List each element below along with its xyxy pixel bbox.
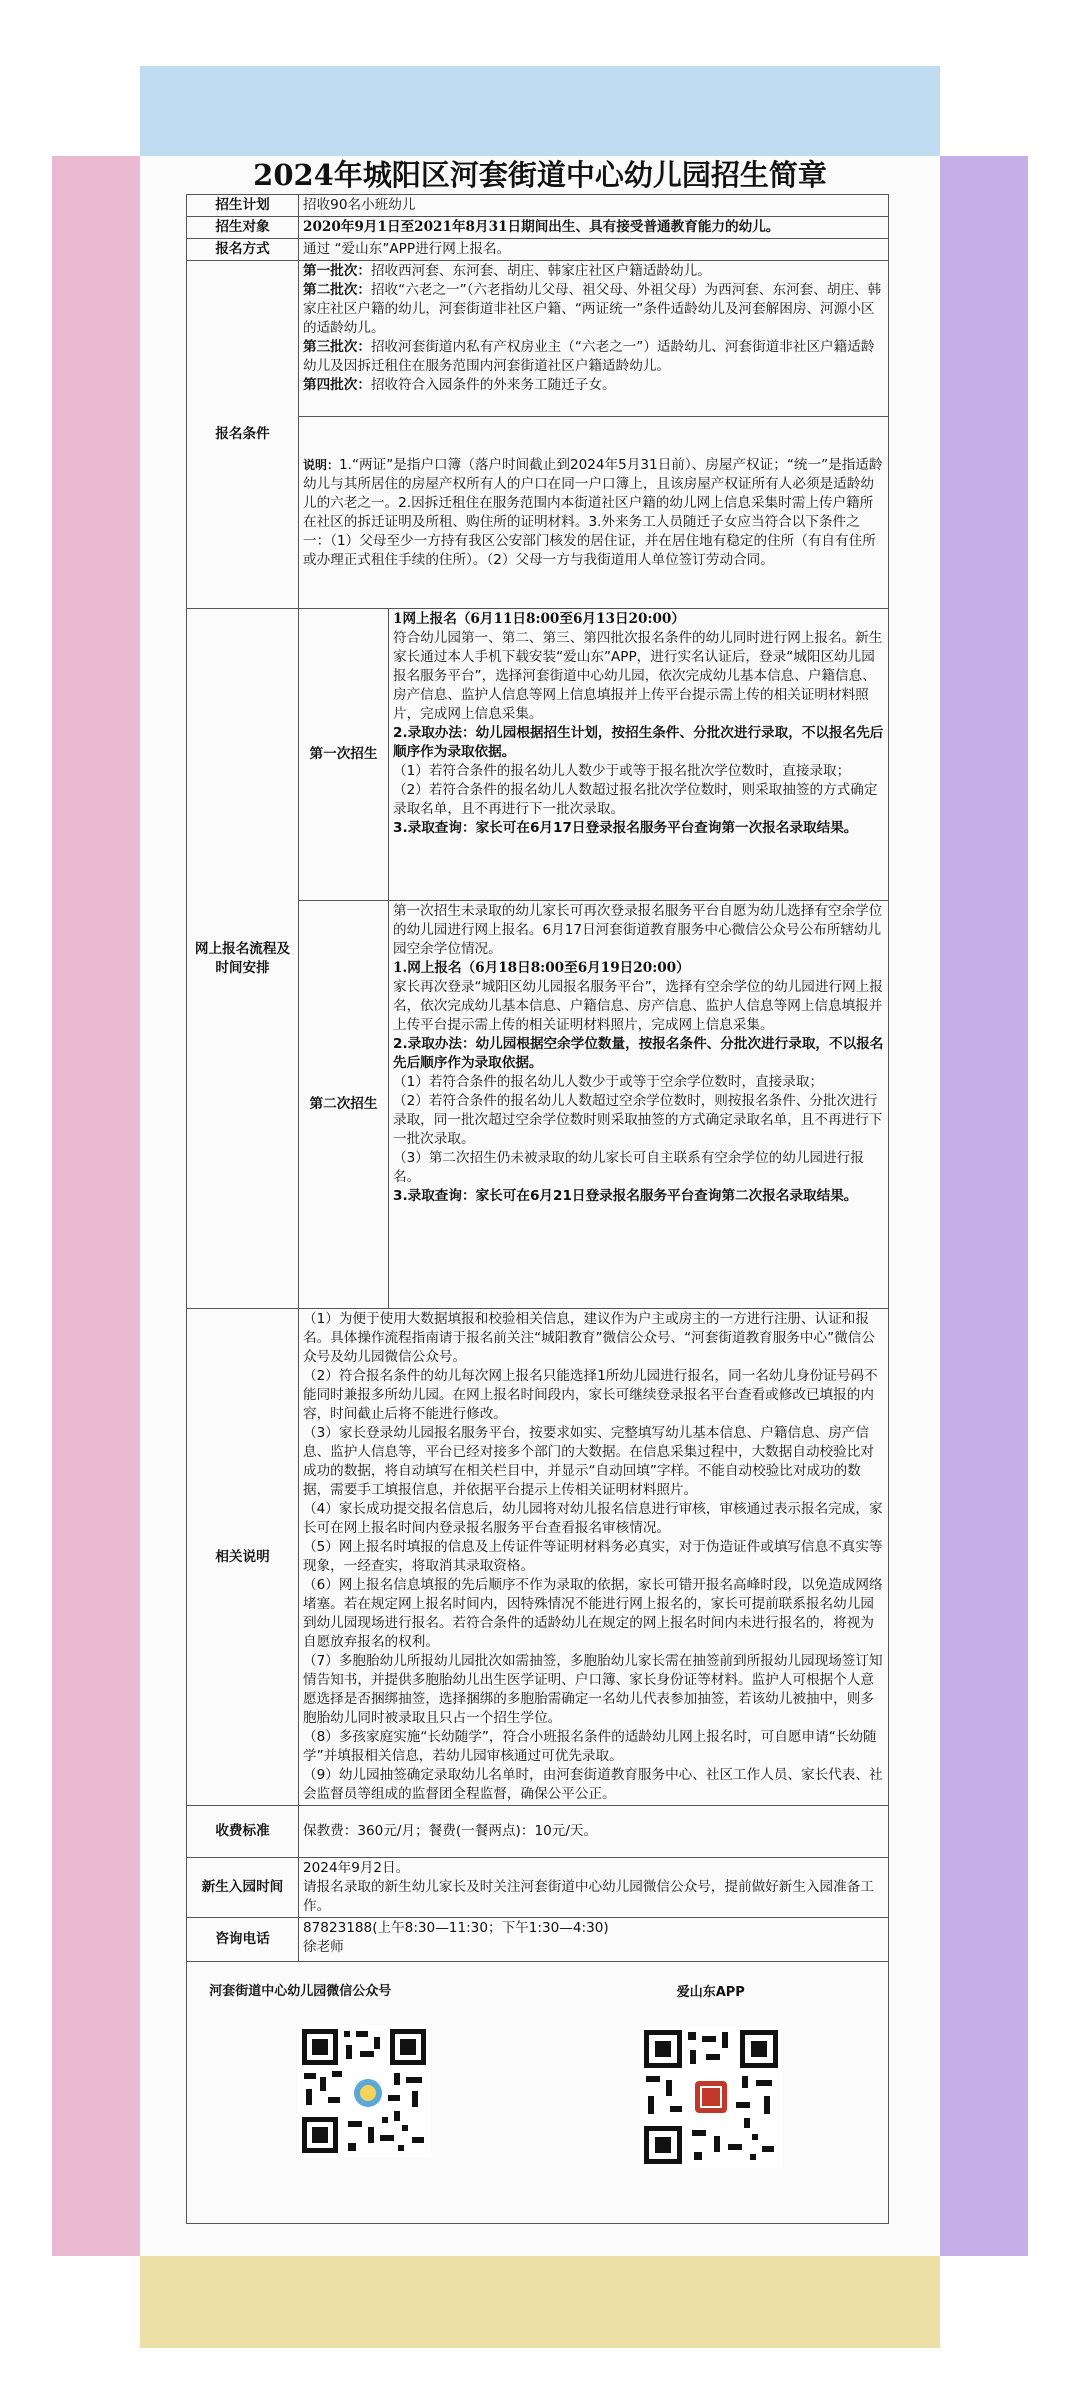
batch3-head: 第三批次： — [303, 339, 371, 355]
admission-table — [186, 194, 889, 2224]
batch1-text: 招收西河套、东河套、胡庄、韩家庄社区户籍适龄幼儿。 — [370, 263, 711, 279]
note-item: （6）网上报名信息填报的先后顺序不作为录取的依据，家长可错开报名高峰时段，以免造成网络堵塞。若在规定网上报名时间内，因特殊情况不能进行网上报名的，家长可提前联系报名幼儿园到幼儿园现场进行报名。若符合条件的适龄幼儿在规定的网上报名时间内未进行报名的，将视为自愿放弃报名的权利。 — [303, 1577, 883, 1650]
note-item: （4）家长成功提交报名信息后，幼儿园将对幼儿报名信息进行审核，审核通过表示报名完成，家长可在网上报名时间内登录报名服务平台查看报名审核情况。 — [303, 1501, 883, 1536]
second-h2: 2.录取办法：幼儿园根据空余学位数量，按报名条件、分批次进行录取，不以报名先后顺序作为录取依据。 — [393, 1036, 884, 1071]
first-h3: 3.录取查询：家长可在6月17日登录报名服务平台查询第一次报名录取结果。 — [393, 820, 858, 836]
second-round-label: 第二次招生 — [299, 901, 389, 1309]
enroll-note: 请报名录取的新生幼儿家长及时关注河套街道中心幼儿园微信公众号，提前做好新生入园准备工作。 — [303, 1879, 874, 1914]
top-color-band — [140, 66, 940, 156]
first-h2: 2.录取办法：幼儿园根据招生计划，按招生条件、分批次进行录取，不以报名先后顺序作为录取依据。 — [393, 725, 884, 760]
phone-number[interactable]: 87823188(上午8:30—11:30；下午1:30—4:30) — [303, 1920, 609, 1936]
note-item: （7）多胞胎幼儿所报幼儿园批次如需抽签，多胞胎幼儿家长需在抽签前到所报幼儿园现场签订知情告知书，并提供多胞胎幼儿出生医学证明、户口簿、家长身份证等材料。监护人可根据个人意愿选择是否捆绑抽签，选择捆绑的多胞胎需确定一名幼儿代表参加抽签，若该幼儿被抽中，则多胞胎幼儿同时被录取且只占一个招生学位。 — [303, 1653, 883, 1726]
left-color-band — [52, 156, 140, 2256]
phone-text — [299, 1918, 889, 1962]
row-notes — [187, 1309, 889, 1806]
first-h1: 1网上报名（6月11日8:00至6月13日20:00） — [393, 611, 685, 627]
second-round-text — [389, 901, 889, 1309]
note-head: 说明： — [303, 457, 340, 472]
second-p2b: （2）若符合条件的报名幼儿人数超过空余学位数时，则按报名条件、分批次进行录取，同一批次超过空余学位数时则采取抽签的方式确定录取名单，且不再进行下一批次录取。 — [393, 1093, 883, 1147]
qr-left-caption: 河套街道中心幼儿园微信公众号 — [209, 1984, 392, 1999]
row-enroll — [187, 1858, 889, 1918]
row-value: 招收90名小班幼儿 — [299, 195, 889, 217]
row-process-first — [187, 609, 889, 901]
row-label: 咨询电话 — [187, 1918, 299, 1962]
notes-list — [299, 1309, 889, 1806]
row-value: 保教费：360元/月；餐费(一餐两点)：10元/天。 — [299, 1806, 889, 1858]
row-conditions — [187, 261, 889, 417]
row-fees — [187, 1806, 889, 1858]
note-item: （2）符合报名条件的幼儿每次网上报名只能选择1所幼儿园进行报名，同一名幼儿身份证号码不能同时兼报多所幼儿园。在网上报名时间段内，家长可继续登录报名平台查看或修改已填报的内容，时间截止后将不能进行修改。 — [303, 1368, 878, 1422]
first-round-label: 第一次招生 — [299, 609, 389, 901]
right-color-band — [940, 156, 1028, 2256]
row-label: 招生计划 — [187, 195, 299, 217]
note-item: （1）为便于使用大数据填报和校验相关信息，建议作为户主或房主的一方进行注册、认证和报名。具体操作流程指南请于报名前关注“城阳教育”微信公众号、“河套街道教育服务中心”微信公众号及幼儿园微信公众号。 — [303, 1311, 875, 1365]
row-value: 2020年9月1日至2021年8月31日期间出生、具有接受普通教育能力的幼儿。 — [299, 217, 889, 239]
row-label: 新生入园时间 — [187, 1858, 299, 1918]
row-value: 通过 “爱山东”APP进行网上报名。 — [299, 239, 889, 261]
row-method — [187, 239, 889, 261]
row-label: 报名条件 — [187, 261, 299, 609]
second-p1: 家长再次登录“城阳区幼儿园报名服务平台”，选择有空余学位的幼儿园进行网上报名，依次完成幼儿基本信息、户籍信息、房产信息、监护人信息等网上信息填报并上传平台提示需上传的相关证明材料照片，完成网上信息采集。 — [393, 979, 883, 1033]
note-item: （8）多孩家庭实施“长幼随学”，符合小班报名条件的适龄幼儿网上报名时，可自愿申请“长幼随学”并填报相关信息，若幼儿园审核通过可优先录取。 — [303, 1729, 877, 1764]
qr-code-right-icon — [640, 2026, 782, 2168]
phone-contact: 徐老师 — [303, 1939, 344, 1955]
qr-left — [199, 1983, 529, 2168]
row-qr-codes — [187, 1962, 889, 2224]
batch2-text: 招收“六老之一”（六老指幼儿父母、祖父母、外祖父母）为西河套、东河套、胡庄、韩家庄社区户籍的幼儿，河套街道非社区户籍、“两证统一”条件适龄幼儿及河套解困房、河源小区的适龄幼儿。 — [303, 282, 882, 336]
row-label: 报名方式 — [187, 239, 299, 261]
qr-right-caption: 爱山东APP — [676, 1985, 745, 2000]
bottom-color-band — [140, 2256, 940, 2348]
enroll-date: 2024年9月2日。 — [303, 1860, 410, 1876]
qr-code-left-icon — [298, 2025, 430, 2157]
first-p1: 符合幼儿园第一、第二、第三、第四批次报名条件的幼儿同时进行网上报名。新生家长通过本人手机下载安装“爱山东”APP，进行实名认证后，登录“城阳区幼儿园报名服务平台”，选择河套街道中心幼儿园，依次完成幼儿基本信息、户籍信息、房产信息、监护人信息等网上信息填报并上传平台提示需上传的相关证明材料照片，完成网上信息采集。 — [393, 630, 883, 722]
row-label: 相关说明 — [187, 1309, 299, 1806]
conditions-text — [299, 261, 889, 417]
row-plan — [187, 195, 889, 217]
batch1-head: 第一批次： — [303, 263, 371, 279]
note-item: （9）幼儿园抽签确定录取幼儿名单时，由河套街道教育服务中心、社区工作人员、家长代表、社会监督员等组成的监督团全程监督，确保公平公正。 — [303, 1767, 883, 1802]
batch4-head: 第四批次： — [303, 377, 371, 393]
row-label: 网上报名流程及时间安排 — [187, 609, 299, 1309]
note-item: （3）家长登录幼儿园报名服务平台，按要求如实、完整填写幼儿基本信息、户籍信息、房产信息、监护人信息等，平台已经对接多个部门的大数据。在信息采集过程中，大数据自动校验比对成功的数据，将自动填写在相关栏目中，并显示“自动回填”字样。不能自动校验比对成功的数据，需要手工填报信息，并依据平台提示上传相关证明材料照片。 — [303, 1425, 874, 1498]
note-item: （5）网上报名时填报的信息及上传证件等证明材料务必真实，对于伪造证件或填写信息不真实等现象，一经查实，将取消其录取资格。 — [303, 1539, 883, 1574]
first-p2a: （1）若符合条件的报名幼儿人数少于或等于报名批次学位数时，直接录取； — [393, 763, 851, 779]
second-h1: 1.网上报名（6月18日8:00至6月19日20:00） — [393, 960, 690, 976]
row-label: 收费标准 — [187, 1806, 299, 1858]
conditions-note — [299, 417, 889, 609]
row-phone — [187, 1918, 889, 1962]
qr-cell — [187, 1962, 889, 2224]
qr-right — [546, 1983, 876, 2168]
aishandong-qr-code[interactable] — [640, 2026, 782, 2168]
batch3-text: 招收河套街道内私有产权房业主（“六老之一”）适龄幼儿、河套街道非社区户籍适龄幼儿及因拆迁租住在服务范围内河套街道社区户籍适龄幼儿。 — [303, 339, 875, 374]
row-target — [187, 217, 889, 239]
second-p0: 第一次招生未录取的幼儿家长可再次登录报名服务平台自愿为幼儿选择有空余学位的幼儿园进行网上报名。6月17日河套街道教育服务中心微信公众号公布所辖幼儿园空余学位情况。 — [393, 903, 883, 957]
note-text: 1.“两证”是指户口簿（落户时间截止到2024年5月31日前）、房屋产权证；“统一”是指适龄幼儿与其所居住的房屋产权所有人的户口在同一户口簿上，且该房屋产权证所有人必须是适龄幼儿的六老之一。2.因拆迁租住在服务范围内本街道社区户籍的幼儿网上信息采集时需上传户籍所在社区的拆迁证明及所租、购住所的证明材料。3.外来务工人员随迁子女应当符合以下条件之一：（1）父母至少一方持有我区公安部门核发的居住证，并在居住地有稳定的住所（有自有住所或办理正式租住手续的住所）。（2）父母一方与我街道用人单位签订劳动合同。 — [303, 456, 883, 568]
batch4-text: 招收符合入园条件的外来务工随迁子女。 — [370, 377, 616, 393]
second-h3: 3.录取查询：家长可在6月21日登录报名服务平台查询第二次报名录取结果。 — [393, 1188, 858, 1204]
first-round-text — [389, 609, 889, 901]
second-p2a: （1）若符合条件的报名幼儿人数少于或等于空余学位数时，直接录取； — [393, 1074, 824, 1090]
enroll-text — [299, 1858, 889, 1918]
row-label: 招生对象 — [187, 217, 299, 239]
batch2-head: 第二批次： — [303, 282, 371, 298]
kindergarten-qr-code[interactable] — [298, 2025, 430, 2157]
second-p2c: （3）第二次招生仍未被录取的幼儿家长可自主联系有空余学位的幼儿园进行报名。 — [393, 1150, 864, 1185]
page-title: 2024年城阳区河套街道中心幼儿园招生简章 — [253, 158, 827, 192]
first-p2b: （2）若符合条件的报名幼儿人数超过报名批次学位数时，则采取抽签的方式确定录取名单，且不再进行下一批次录取。 — [393, 782, 878, 817]
